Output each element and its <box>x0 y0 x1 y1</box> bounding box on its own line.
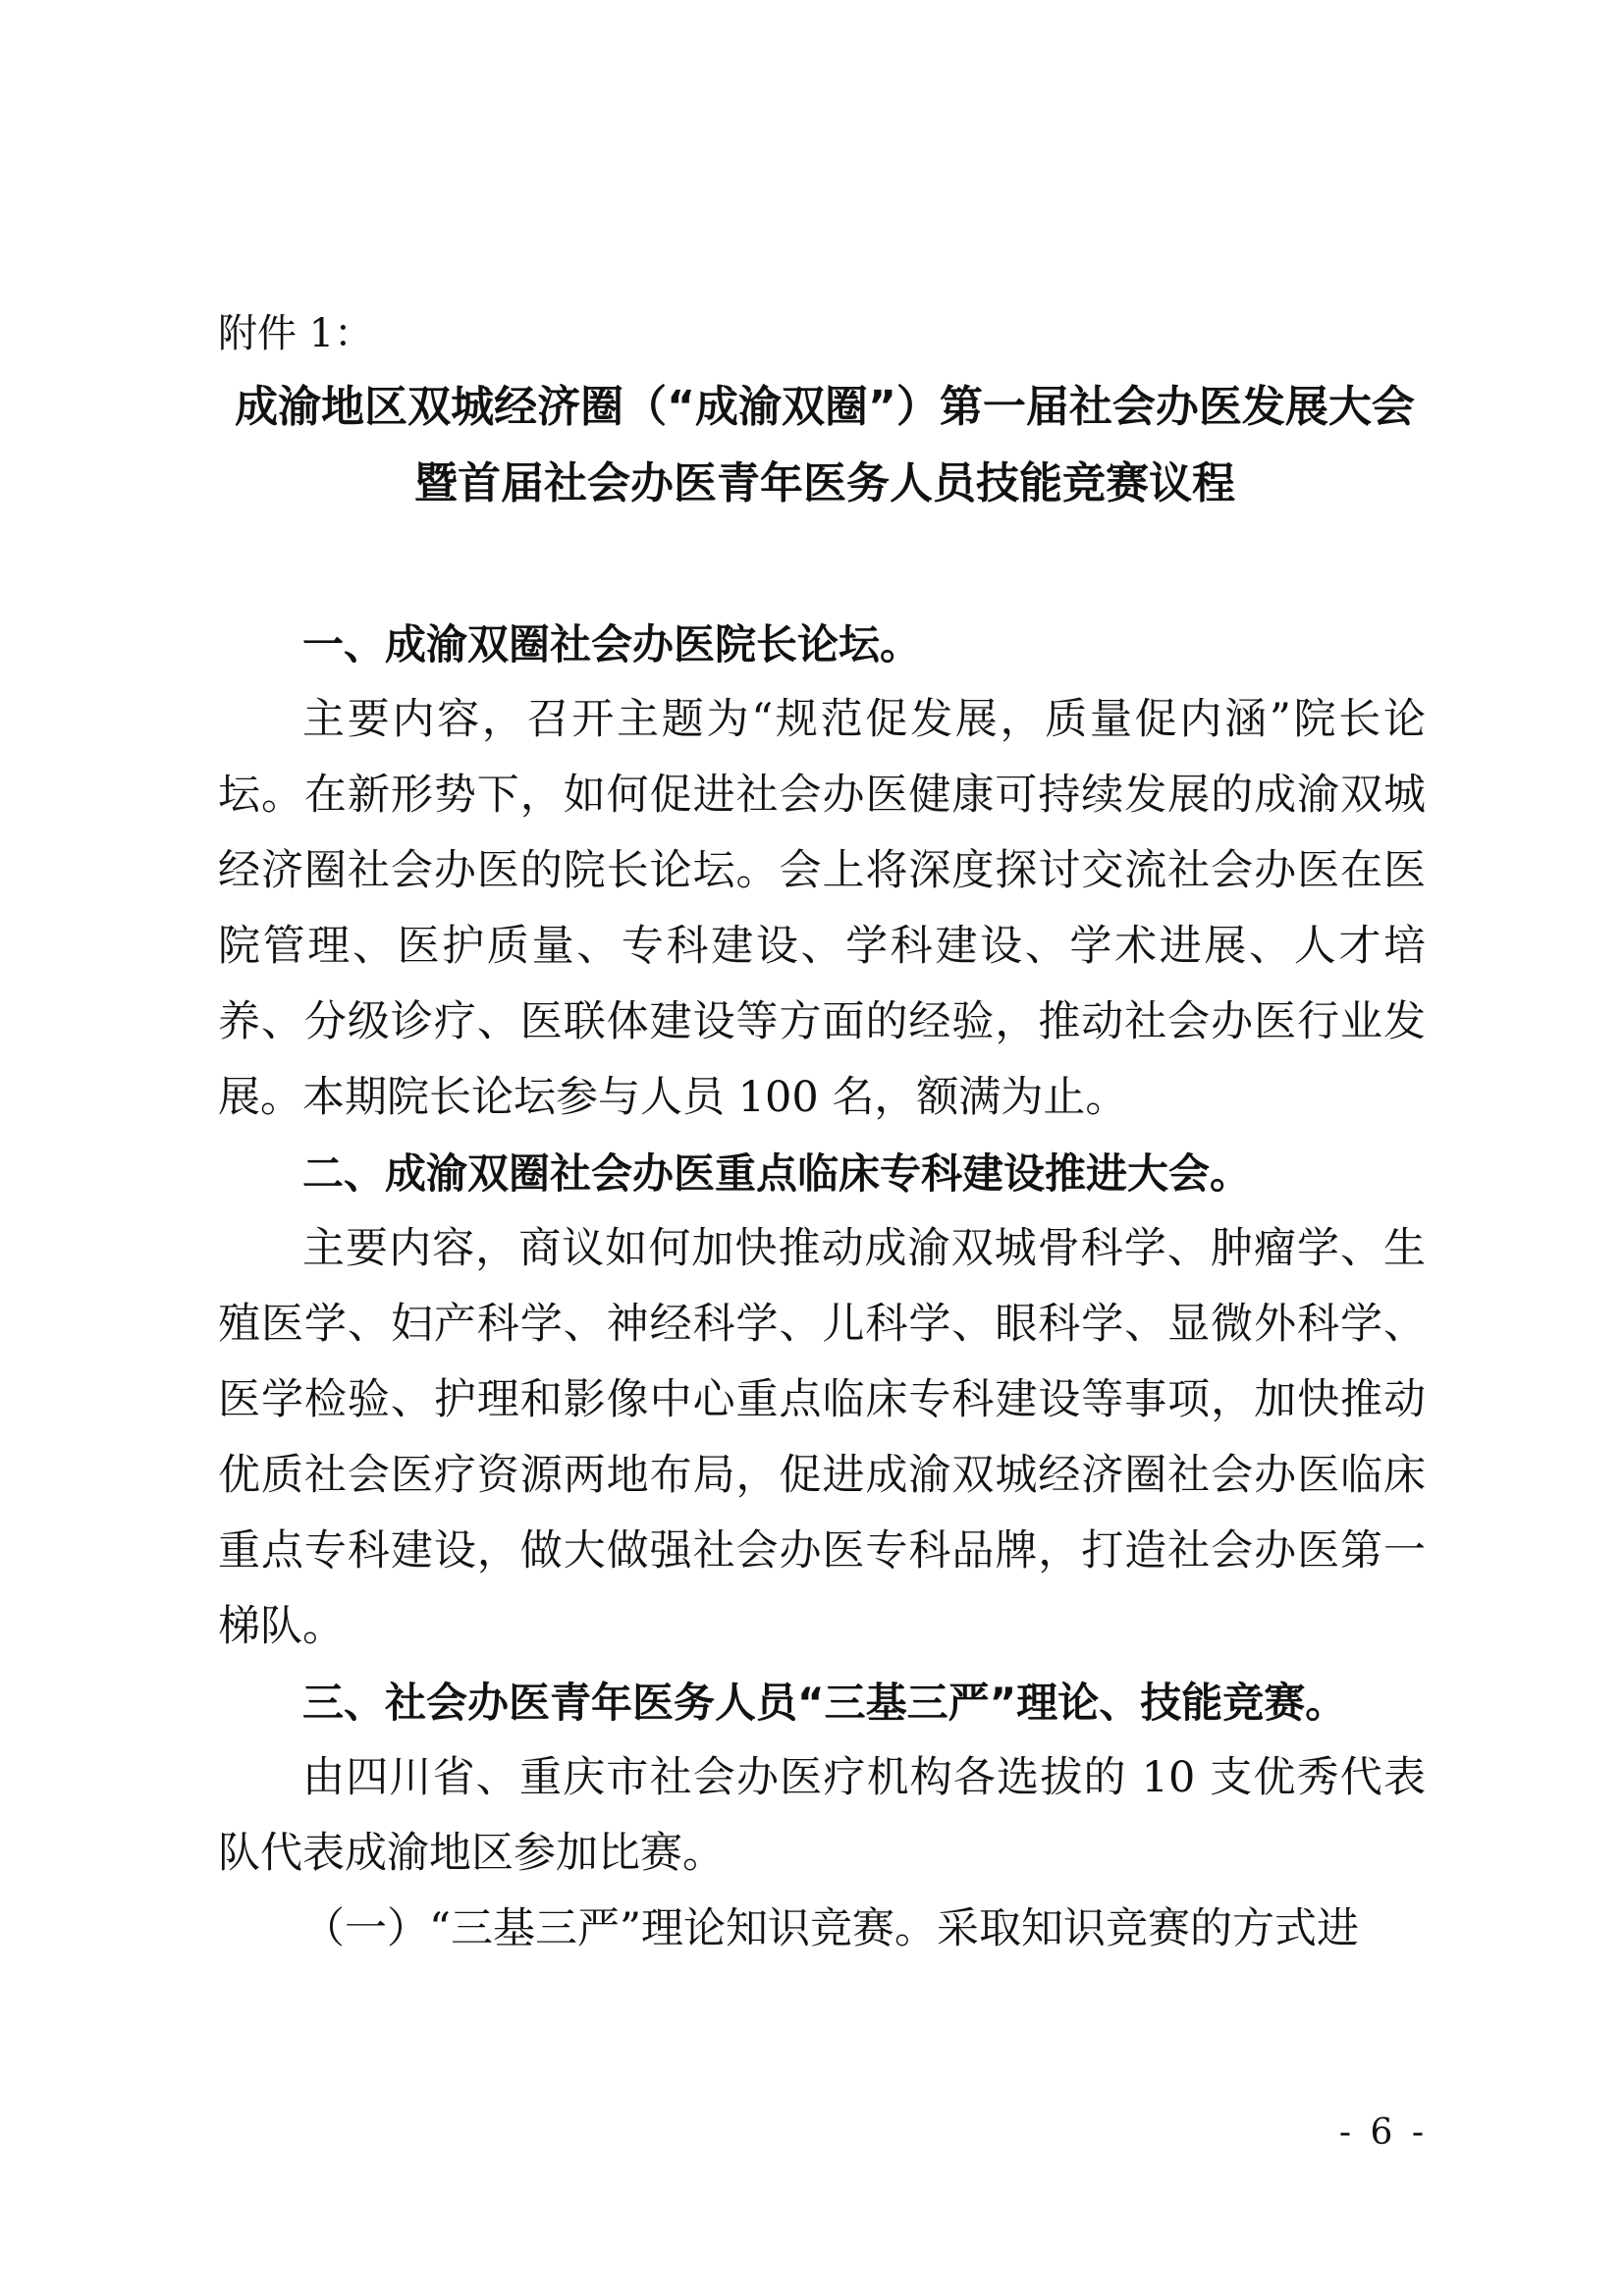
section-heading-3: 三、社会办医青年医务人员“三基三严”理论、技能竞赛。 <box>302 1679 1347 1727</box>
section-heading-1: 一、成渝双圈社会办医院长论坛。 <box>302 620 922 668</box>
section-3-paragraph-2: （一）“三基三严”理论知识竞赛。采取知识竞赛的方式进 <box>302 1904 1359 1953</box>
document-title-line-1: 成渝地区双城经济圈（“成渝双圈”）第一届社会办医发展大会 <box>235 382 1415 432</box>
section-heading-2: 二、成渝双圈社会办医重点临床专科建设推进大会。 <box>302 1149 1252 1198</box>
section-3-paragraph-1: 由四川省、重庆市社会办医疗机构各选拔的 10 支优秀代表队代表成渝地区参加比赛。 <box>218 1753 1426 1878</box>
attachment-label: 附件 1： <box>218 311 374 356</box>
page-number: - 6 - <box>1338 2112 1428 2153</box>
document-body <box>218 607 1426 1967</box>
section-1-paragraph: 主要内容，召开主题为“规范促发展，质量促内涵”院长论坛。在新形势下，如何促进社会办医健康可持续发展的成渝双城经济圈社会办医的院长论坛。会上将深度探讨交流社会办医在医院管理、医护质量、专科建设、学科建设、学术进展、人才培养、分级诊疗、医联体建设等方面的经验，推动社会办医行业发展。本期院长论坛参与人员 100 名，额满为止。 <box>218 695 1426 1122</box>
section-2-paragraph: 主要内容，商议如何加快推动成渝双城骨科学、肿瘤学、生殖医学、妇产科学、神经科学、儿科学、眼科学、显微外科学、医学检验、护理和影像中心重点临床专科建设等事项，加快推动优质社会医疗资源两地布局，促进成渝双城经济圈社会办医临床重点专科建设，做大做强社会办医专科品牌，打造社会办医第一梯队。 <box>218 1224 1426 1651</box>
document-title-line-2: 暨首届社会办医青年医务人员技能竞赛议程 <box>414 458 1235 508</box>
